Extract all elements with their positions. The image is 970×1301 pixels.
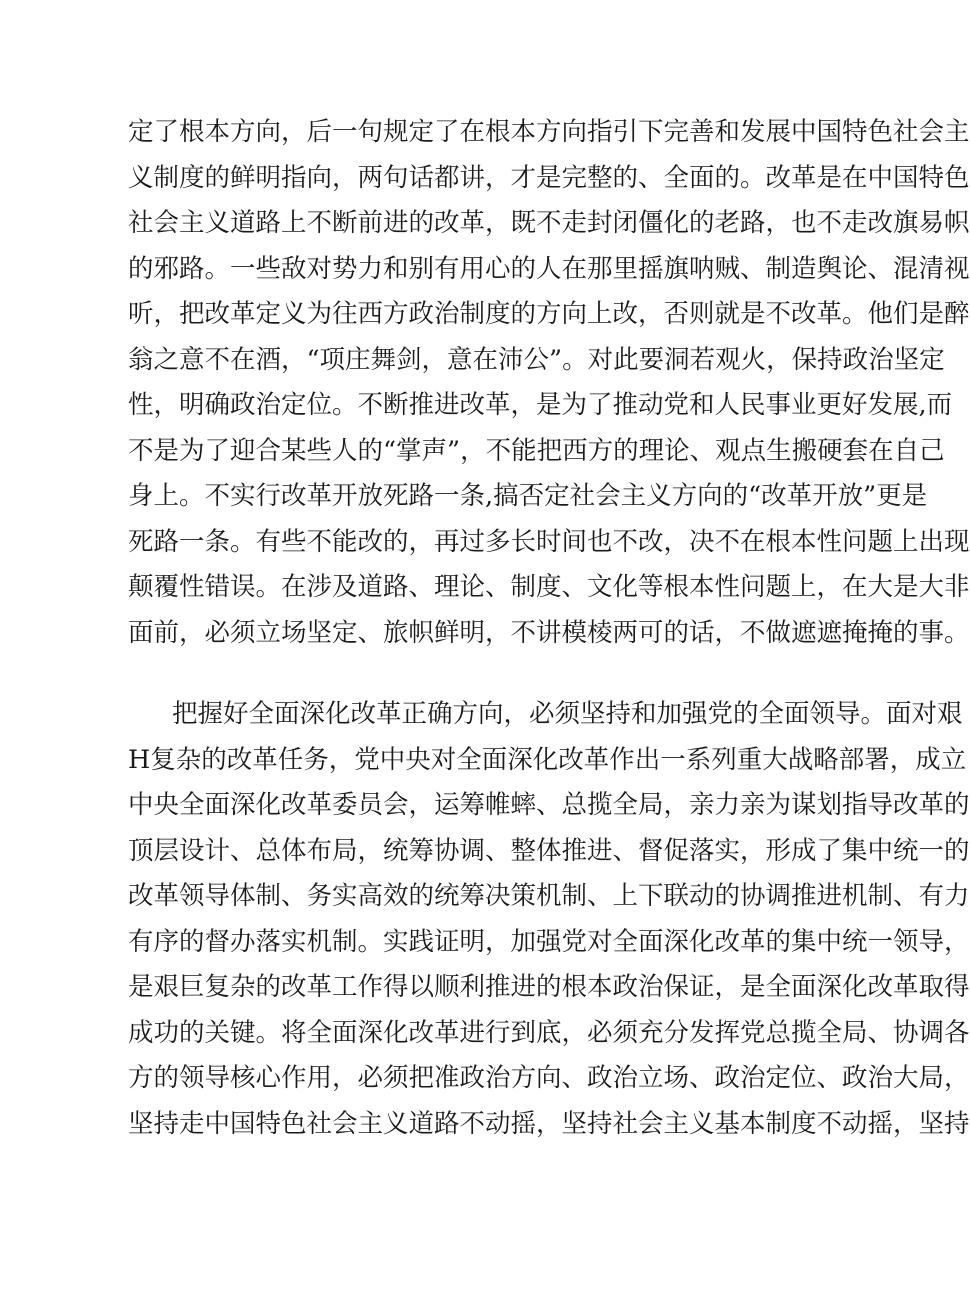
paragraph-line: 死路一条。有些不能改的，再过多长时间也不改，决不在根本性问题上出现 xyxy=(128,526,970,557)
paragraph-1 xyxy=(128,110,970,656)
paragraph-line: 中央全面深化改革委员会，运筹帷蟀、总揽全局，亲力亲为谋划指导改革的 xyxy=(128,790,970,820)
paragraph-line: 改革领导体制、务实高效的统筹决策机制、上下联动的协调推进机制、有力 xyxy=(128,881,970,911)
paragraph-line: 面前，必须立场坚定、旅帜鲜明，不讲模棱两可的话，不做遮遮掩掩的事。 xyxy=(128,617,970,648)
paragraph-line: 翁之意不在酒，“项庄舞剑，意在沛公”。对此要洞若观火，保持政治坚定 xyxy=(128,344,945,375)
paragraph-line: 有序的督办落实机制。实践证明，加强党对全面深化改革的集中统一领导， xyxy=(128,926,970,957)
paragraph-line: 成功的关键。将全面深化改革进行到底，必须充分发挥党总揽全局、协调各 xyxy=(128,1017,970,1048)
paragraph-line: 不是为了迎合某些人的“掌声”，不能把西方的理论、观点生搬硬套在自己 xyxy=(128,435,945,466)
paragraph-line: 把握好全面深化改革正确方向，必须坚持和加强党的全面领导。面对艰 xyxy=(172,699,963,729)
paragraph-line: H复杂的改革任务，党中央对全面深化改革作出一系列重大战略部署，成立 xyxy=(128,744,967,775)
paragraph-line: 定了根本方向，后一句规定了在根本方向指引下完善和发展中国特色社会主 xyxy=(128,117,970,147)
paragraph-line: 是艰巨复杂的改革工作得以顺利推进的根本政治保证，是全面深化改革取得 xyxy=(128,972,970,1002)
paragraph-line: 坚持走中国特色社会主义道路不动摇，坚持社会主义基本制度不动摇，坚持 xyxy=(128,1108,970,1139)
paragraph-line: 性，明确政治定位。不断推进改革，是为了推动党和人民事业更好发展,而 xyxy=(128,390,953,420)
paragraph-line: 身上。不实行改革开放死路一条,搞否定社会主义方向的“改革开放”更是 xyxy=(128,481,928,511)
paragraph-line: 颠覆性错误。在涉及道路、理论、制度、文化等根本性问题上，在大是大非 xyxy=(128,572,970,602)
paragraph-line: 义制度的鲜明指向，两句话都讲，才是完整的、全面的。改革是在中国特色 xyxy=(128,162,970,193)
paragraph-line: 听，把改革定义为往西方政治制度的方向上改，否则就是不改革。他们是醉 xyxy=(128,299,970,329)
paragraph-line: 方的领导核心作用，必须把准政治方向、政治立场、政治定位、政治大局， xyxy=(128,1063,970,1093)
paragraph-line: 的邪路。一些敌对势力和别有用心的人在那里摇旗呐贼、制造舆论、混清视 xyxy=(128,253,970,284)
paragraph-line: 社会主义道路上不断前进的改革，既不走封闭僵化的老路，也不走改旗易帜 xyxy=(128,208,970,238)
paragraph-line: 顶层设计、总体布局，统筹协调、整体推进、督促落实，形成了集中统一的 xyxy=(128,835,970,866)
paragraph-2 xyxy=(128,692,970,1147)
